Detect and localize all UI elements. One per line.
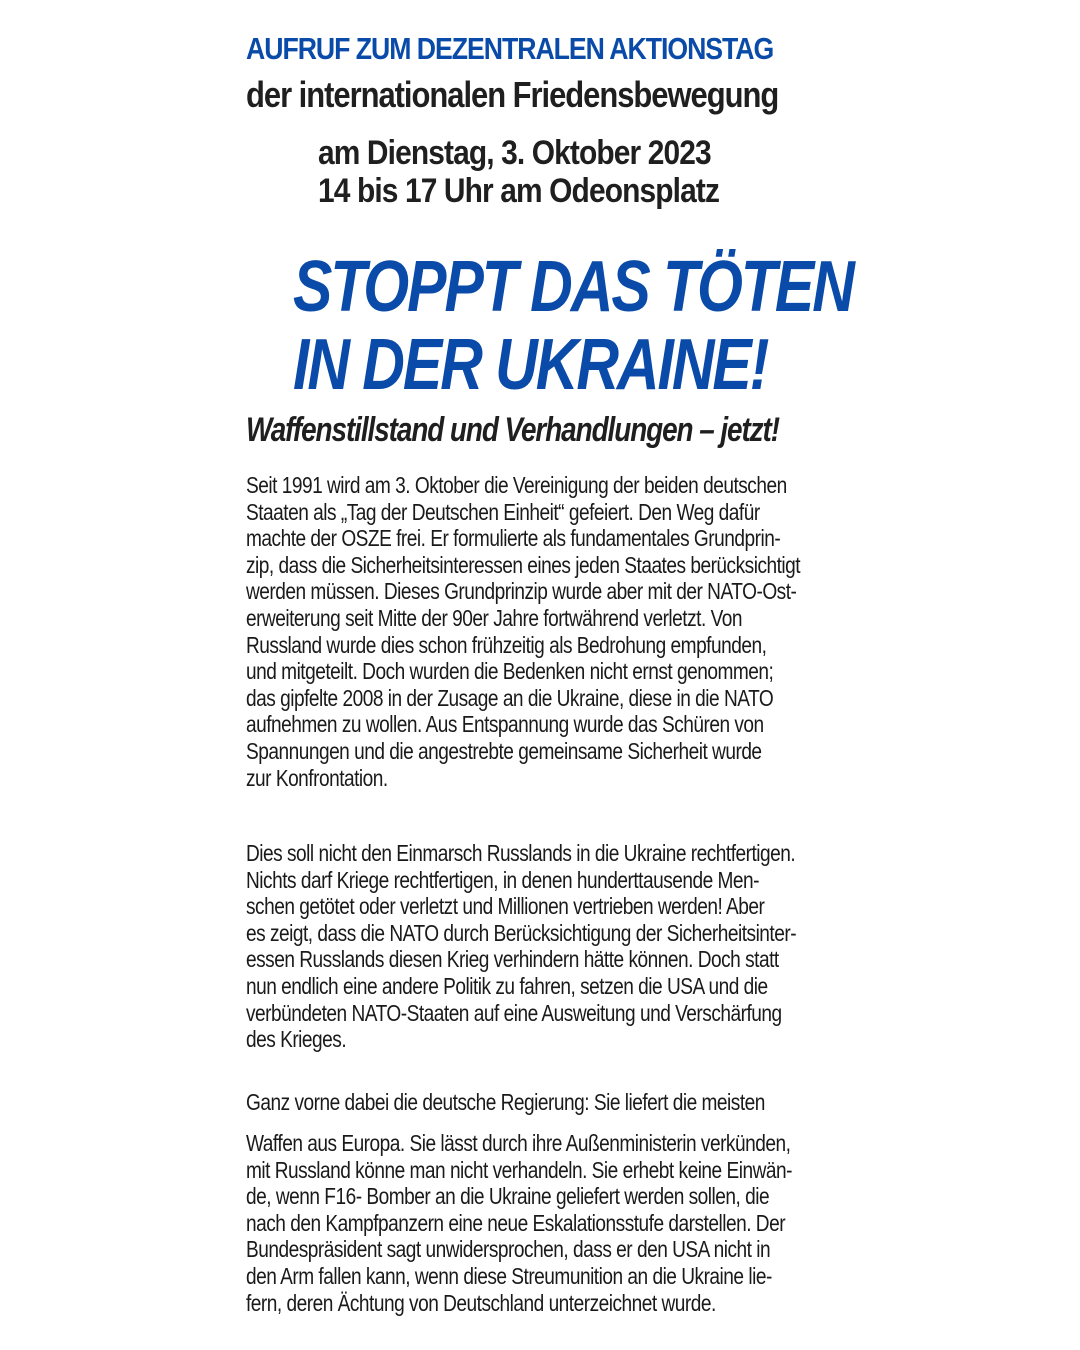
paragraph-line: schen getötet oder verletzt und Millionen vertrieben werden! Aber (246, 893, 765, 920)
body-paragraph-4 (246, 1130, 827, 1316)
event-date: am Dienstag, 3. Oktober 2023 (318, 134, 711, 172)
paragraph-line: Nichts darf Kriege rechtfertigen, in denen hunderttausende Men- (246, 866, 760, 893)
paragraph-line: Dies soll nicht den Einmarsch Russlands in die Ukraine rechtfertigen. (246, 840, 796, 866)
paragraph-line: Seit 1991 wird am 3. Oktober die Vereinigung der beiden deutschen (246, 472, 787, 498)
paragraph-line: es zeigt, dass die NATO durch Berücksichtigung der Sicherheitsinter- (246, 919, 797, 946)
paragraph-line: zip, dass die Sicherheitsinteressen eines jeden Staates berücksichtigt (246, 551, 801, 578)
paragraph-line: verbündeten NATO-Staaten auf eine Ausweitung und Verschärfung (246, 999, 782, 1026)
paragraph-line: das gipfelte 2008 in der Zusage an die Ukraine, diese in die NATO (246, 684, 774, 711)
main-headline (293, 248, 867, 404)
paragraph-line: essen Russlands diesen Krieg verhindern hätte können. Doch statt (246, 946, 779, 973)
paragraph-line: nun endlich eine andere Politik zu fahren, setzen die USA und die (246, 972, 768, 999)
body-paragraph-3 (246, 1089, 827, 1116)
body-paragraph-2 (246, 840, 827, 1053)
paragraph-line: aufnehmen zu wollen. Aus Entspannung wurde das Schüren von (246, 711, 764, 738)
paragraph-line: erweiterung seit Mitte der 90er Jahre fortwährend verletzt. Von (246, 604, 742, 631)
paragraph-line: de, wenn F16- Bomber an die Ukraine geliefert werden sollen, die (246, 1183, 770, 1210)
paragraph-line: Waffen aus Europa. Sie lässt durch ihre Außenministerin verkünden, (246, 1130, 791, 1156)
paragraph-line: mit Russland könne man nicht verhandeln. Sie erhebt keine Einwän- (246, 1156, 792, 1183)
headline-line-1: STOPPT DAS TÖTEN (293, 247, 853, 327)
headline-line-2: IN DER UKRAINE! (293, 325, 768, 405)
slogan: Waffenstillstand und Verhandlungen – jetzt! (246, 411, 779, 449)
flyer-kicker: AUFRUF ZUM DEZENTRALEN AKTIONSTAG (246, 31, 774, 66)
paragraph-line: Spannungen und die angestrebte gemeinsame Sicherheit wurde (246, 737, 762, 764)
paragraph-line: machte der OSZE frei. Er formulierte als fundamentales Grundprin- (246, 525, 781, 552)
event-time-place: 14 bis 17 Uhr am Odeonsplatz (318, 172, 720, 210)
paragraph-line: Bundespräsident sagt unwidersprochen, dass er den USA nicht in (246, 1236, 771, 1263)
paragraph-line: den Arm fallen kann, wenn diese Streumunition an die Ukraine lie- (246, 1262, 772, 1289)
flyer-subtitle: der internationalen Friedensbewegung (246, 74, 779, 115)
paragraph-line: des Krieges. (246, 1026, 347, 1053)
event-details (318, 134, 846, 210)
paragraph-line: werden müssen. Dieses Grundprinzip wurde aber mit der NATO-Ost- (246, 578, 797, 605)
paragraph-line: Russland wurde dies schon frühzeitig als Bedrohung empfunden, (246, 631, 767, 658)
paragraph-line: Ganz vorne dabei die deutsche Regierung: Sie liefert die meisten (246, 1089, 765, 1115)
paragraph-line: nach den Kampfpanzern eine neue Eskalationsstufe darstellen. Der (246, 1209, 786, 1236)
paragraph-line: und mitgeteilt. Doch wurden die Bedenken nicht ernst genommen; (246, 658, 774, 685)
body-paragraph-1 (246, 472, 827, 791)
paragraph-line: zur Konfrontation. (246, 764, 388, 791)
paragraph-line: fern, deren Ächtung von Deutschland unterzeichnet wurde. (246, 1289, 716, 1316)
paragraph-line: Staaten als „Tag der Deutschen Einheit“ gefeiert. Den Weg dafür (246, 498, 760, 525)
